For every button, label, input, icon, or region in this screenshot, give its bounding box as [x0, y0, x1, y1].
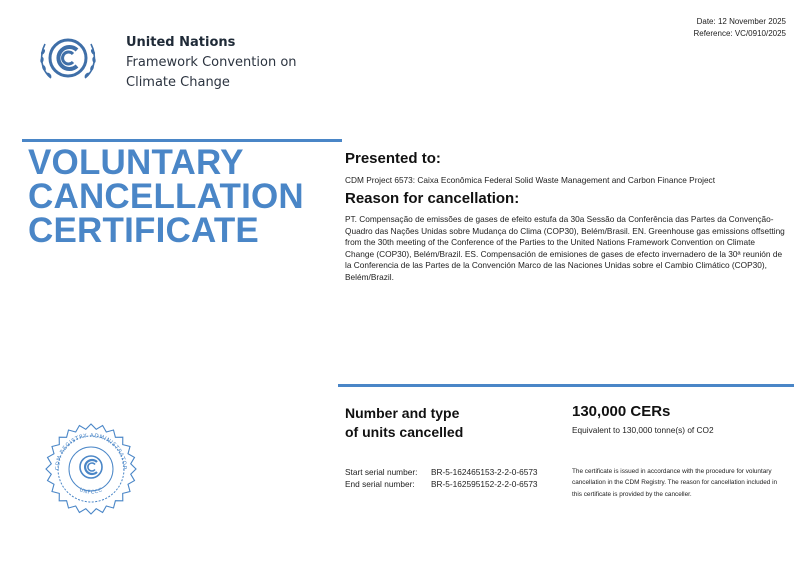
certificate-meta [693, 16, 786, 40]
org-name-line1: United Nations [126, 35, 236, 50]
units-heading [345, 404, 525, 442]
reason-heading: Reason for cancellation: [345, 190, 520, 207]
org-name-line2: Framework Convention on [126, 55, 297, 70]
title-line2: CANCELLATION [28, 177, 304, 216]
certificate-title [28, 143, 338, 250]
units-equivalent: Equivalent to 130,000 tonne(s) of CO2 [572, 425, 714, 435]
start-serial-label: Start serial number: [345, 467, 418, 477]
serial-numbers [345, 466, 538, 490]
units-heading-line1: Number and type [345, 405, 460, 421]
units-heading-line2: of units cancelled [345, 424, 464, 440]
start-serial-value: BR-5-162465153-2-2-0-6573 [431, 467, 538, 477]
certificate-date: Date: 12 November 2025 [696, 17, 786, 26]
certificate-note: The certificate is issued in accordance with the procedure for voluntary cancellation in the CDM Registry. The reason for cancellation included in this certificate is provided by the canceller. [572, 468, 778, 498]
org-name-line3: Climate Change [126, 75, 230, 90]
svg-text:CDM REGISTRY ADMINISTRATOR [55, 433, 127, 470]
reason-text: PT. Compensação de emissões de gases de efeito estufa da 30a Sessão da Conferência das Partes da Convenção-Quadro das Nações Unidas sobre Mudança do Clima (COP30), Belém/Brasil. EN. Greenhouse gas emissions offsetting from the 30th meeting of the Conference of the Parties to the United Nations Framework Convention on Climate Change (COP30), Belém/Brazil. ES. Compensación de emisiones de gases de efecto invernadero de la 30ª reunión de la Conferencia de las Partes de la Convención Marco de las Naciones Unidas sobre el Cambio Climático (COP30), Belém/Brazil. [345, 214, 785, 282]
end-serial-label: End serial number: [345, 479, 415, 489]
end-serial-row [345, 478, 538, 490]
unfccc-logo-icon [33, 30, 103, 88]
title-line1: VOLUNTARY [28, 143, 244, 182]
units-amount: 130,000 CERs [572, 403, 671, 420]
end-serial-value: BR-5-162595152-2-2-0-6573 [431, 479, 538, 489]
seal-bottom-text: UNFCCC [78, 487, 104, 496]
title-divider [22, 139, 342, 142]
presented-heading: Presented to: [345, 150, 441, 167]
title-line3: CERTIFICATE [28, 211, 259, 250]
start-serial-row [345, 466, 538, 478]
registry-seal-icon [45, 423, 137, 515]
certificate-reference: Reference: VC/0910/2025 [693, 29, 786, 38]
project-name: CDM Project 6573: Caixa Econômica Federal Solid Waste Management and Carbon Finance Project [345, 175, 716, 185]
units-divider [338, 384, 794, 387]
seal-top-text: CDM REGISTRY ADMINISTRATOR [54, 432, 128, 471]
org-name [126, 33, 297, 93]
svg-text:UNFCCC [78, 487, 103, 496]
